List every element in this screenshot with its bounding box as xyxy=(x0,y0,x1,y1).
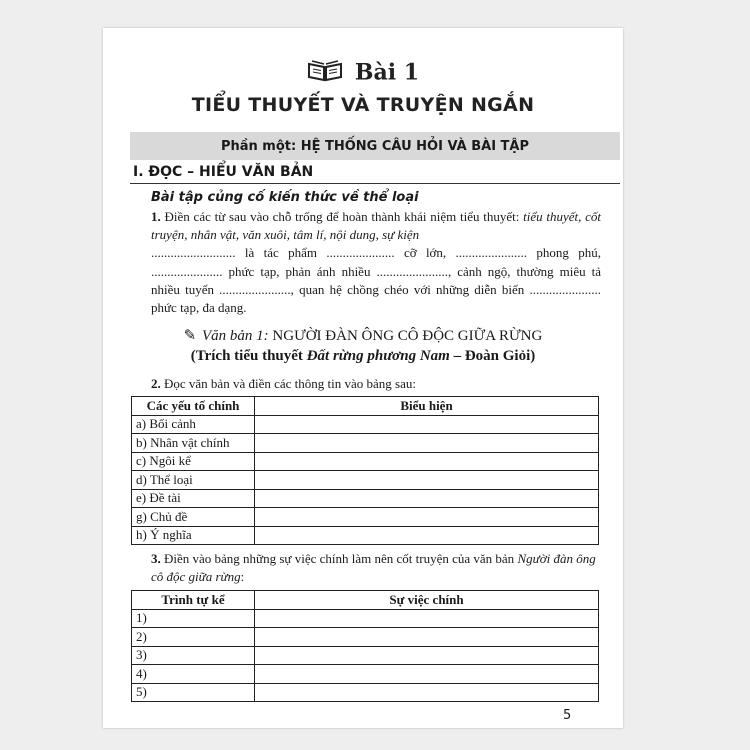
page-number: 5 xyxy=(563,708,572,723)
question-1 xyxy=(151,208,601,317)
pencil-icon: ✎ xyxy=(183,328,197,344)
table-cell: c) Ngôi kể xyxy=(132,452,255,471)
table-row xyxy=(132,683,599,702)
table-row xyxy=(132,526,599,545)
table-row xyxy=(132,434,599,453)
events-table xyxy=(131,590,599,702)
answer-cell[interactable] xyxy=(255,489,599,508)
text-1-title xyxy=(103,326,623,345)
part-title: Phần một: HỆ THỐNG CÂU HỎI VÀ BÀI TẬP xyxy=(220,139,530,154)
table-cell: b) Nhân vật chính xyxy=(132,434,255,453)
table-cell: g) Chủ đề xyxy=(132,508,255,527)
table-cell: 2) xyxy=(132,628,255,647)
question-1-number: 1. xyxy=(151,209,161,224)
table-cell: d) Thể loại xyxy=(132,471,255,490)
question-3-work: Người đàn ông cô độc giữa rừng xyxy=(151,551,596,585)
answer-cell[interactable] xyxy=(255,683,599,702)
source-work: Đất rừng phương Nam xyxy=(306,348,450,364)
table-header-row xyxy=(132,397,599,416)
section-heading: I. ĐỌC – HIỂU VĂN BẢN xyxy=(133,164,314,180)
table-cell: 5) xyxy=(132,683,255,702)
table-row xyxy=(132,415,599,434)
lesson-title: TIỂU THUYẾT VÀ TRUYỆN NGẮN xyxy=(191,94,535,116)
answer-cell[interactable] xyxy=(255,434,599,453)
table-header: Biểu hiện xyxy=(255,397,599,416)
lesson-heading xyxy=(103,58,623,87)
answer-cell[interactable] xyxy=(255,609,599,628)
text-1-source xyxy=(103,348,623,365)
table-row xyxy=(132,489,599,508)
open-book-icon xyxy=(307,58,343,87)
question-1-intro: Điền các từ sau vào chỗ trống để hoàn thành khái niệm tiểu thuyết: xyxy=(164,209,524,224)
answer-cell[interactable] xyxy=(255,471,599,490)
answer-cell[interactable] xyxy=(255,628,599,647)
table-cell: 3) xyxy=(132,646,255,665)
text-1-name: NGƯỜI ĐÀN ÔNG CÔ ĐỘC GIỮA RỪNG xyxy=(272,328,543,344)
question-3-number: 3. xyxy=(151,551,161,566)
section-divider xyxy=(130,183,620,184)
source-author: – Đoàn Giỏi) xyxy=(449,348,536,364)
subheading: Bài tập củng cố kiến thức về thể loại xyxy=(151,190,419,205)
question-2 xyxy=(151,376,416,392)
table-row xyxy=(132,646,599,665)
question-3 xyxy=(151,550,601,587)
answer-cell[interactable] xyxy=(255,415,599,434)
question-2-number: 2. xyxy=(151,376,161,391)
table-header: Sự việc chính xyxy=(255,591,599,610)
source-prefix: (Trích tiểu thuyết xyxy=(190,348,307,364)
question-3-text: Điền vào bảng những sự việc chính làm nên cốt truyện của văn bản xyxy=(164,551,518,566)
answer-cell[interactable] xyxy=(255,646,599,665)
table-cell: a) Bối cảnh xyxy=(132,415,255,434)
answer-cell[interactable] xyxy=(255,508,599,527)
table-cell: e) Đề tài xyxy=(132,489,255,508)
table-row xyxy=(132,665,599,684)
question-2-text: Đọc văn bản và điền các thông tin vào bảng sau: xyxy=(164,376,416,391)
table-header: Trình tự kể xyxy=(132,591,255,610)
table-row xyxy=(132,508,599,527)
table-header: Các yếu tố chính xyxy=(132,397,255,416)
question-3-colon: : xyxy=(240,569,245,585)
table-row xyxy=(132,609,599,628)
question-1-blanks: .......................... là tác phẩm ..................... cỡ lớn, ...................... phong phú, ...................... phức tạp, phản ánh nhiều ......................, cảnh ngộ, thường miêu tả nhiều tuyến ......................, quan hệ chồng chéo với những diễn biến ...................... phức tạp, đa dạng. xyxy=(151,245,601,316)
answer-cell[interactable] xyxy=(255,665,599,684)
question-1-words: tiểu thuyết, cốt truyện, nhân vật, văn xuôi, tâm lí, nội dung, sự kiện xyxy=(151,209,602,243)
table-row xyxy=(132,471,599,490)
lesson-label: Bài 1 xyxy=(354,59,420,86)
table-row xyxy=(132,452,599,471)
answer-cell[interactable] xyxy=(255,526,599,545)
table-header-row xyxy=(132,591,599,610)
answer-cell[interactable] xyxy=(255,452,599,471)
table-cell: 1) xyxy=(132,609,255,628)
elements-table xyxy=(131,396,599,545)
table-cell: h) Ý nghĩa xyxy=(132,526,255,545)
text-1-prefix: Văn bản 1: xyxy=(201,328,269,344)
table-row xyxy=(132,628,599,647)
book-page xyxy=(103,28,623,728)
table-cell: 4) xyxy=(132,665,255,684)
